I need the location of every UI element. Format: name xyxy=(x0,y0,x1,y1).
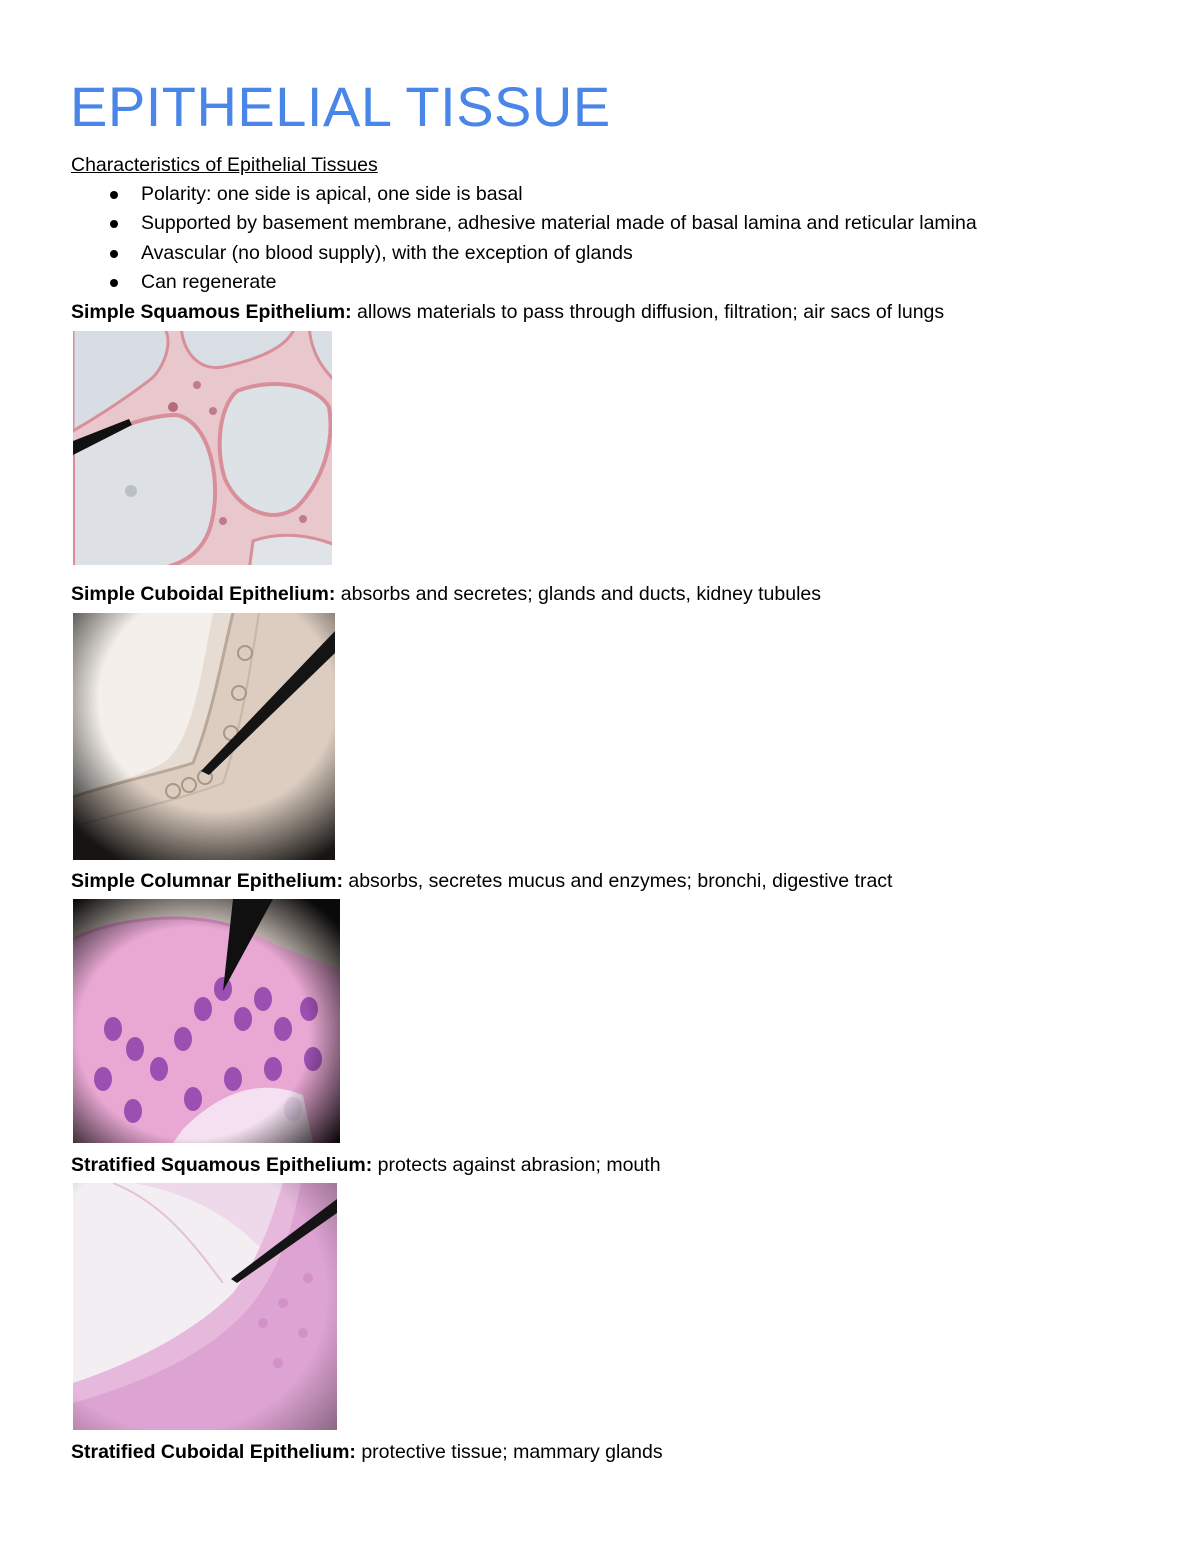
micrograph-simple-squamous xyxy=(73,331,332,565)
section-description: absorbs and secretes; glands and ducts, kidney tubules xyxy=(335,583,821,605)
section-label-stratified-squamous xyxy=(71,1153,661,1177)
section-description: protects against abrasion; mouth xyxy=(372,1154,661,1176)
bullet-icon xyxy=(110,250,118,258)
bullet-icon xyxy=(110,220,118,228)
section-label-simple-columnar xyxy=(71,869,892,893)
micrograph-simple-columnar xyxy=(73,899,340,1143)
bullet-icon xyxy=(110,279,118,287)
section-name: Simple Squamous Epithelium: xyxy=(71,301,352,323)
section-description: allows materials to pass through diffusion, filtration; air sacs of lungs xyxy=(351,301,945,323)
section-label-simple-squamous xyxy=(71,300,944,324)
list-item-text: Avascular (no blood supply), with the exception of glands xyxy=(141,241,633,264)
section-description: absorbs, secretes mucus and enzymes; bronchi, digestive tract xyxy=(342,870,893,892)
micrograph-simple-cuboidal xyxy=(73,613,335,860)
bullet-icon xyxy=(110,191,118,199)
list-item-text: Polarity: one side is apical, one side is basal xyxy=(141,183,523,205)
section-name: Simple Cuboidal Epithelium: xyxy=(71,583,336,605)
section-description: protective tissue; mammary glands xyxy=(355,1441,663,1463)
page-title: EPITHELIAL TISSUE xyxy=(70,75,611,138)
characteristics-heading: Characteristics of Epithelial Tissues xyxy=(71,154,378,176)
section-name: Stratified Cuboidal Epithelium: xyxy=(71,1441,356,1463)
list-item-text: Supported by basement membrane, adhesive material made of basal lamina and reticular lamina xyxy=(141,212,977,235)
section-name: Simple Columnar Epithelium: xyxy=(71,870,343,892)
section-name: Stratified Squamous Epithelium: xyxy=(71,1154,373,1176)
list-item-text: Can regenerate xyxy=(141,270,277,293)
micrograph-stratified-squamous xyxy=(73,1183,337,1430)
section-label-stratified-cuboidal xyxy=(71,1440,663,1464)
section-label-simple-cuboidal xyxy=(71,582,821,606)
